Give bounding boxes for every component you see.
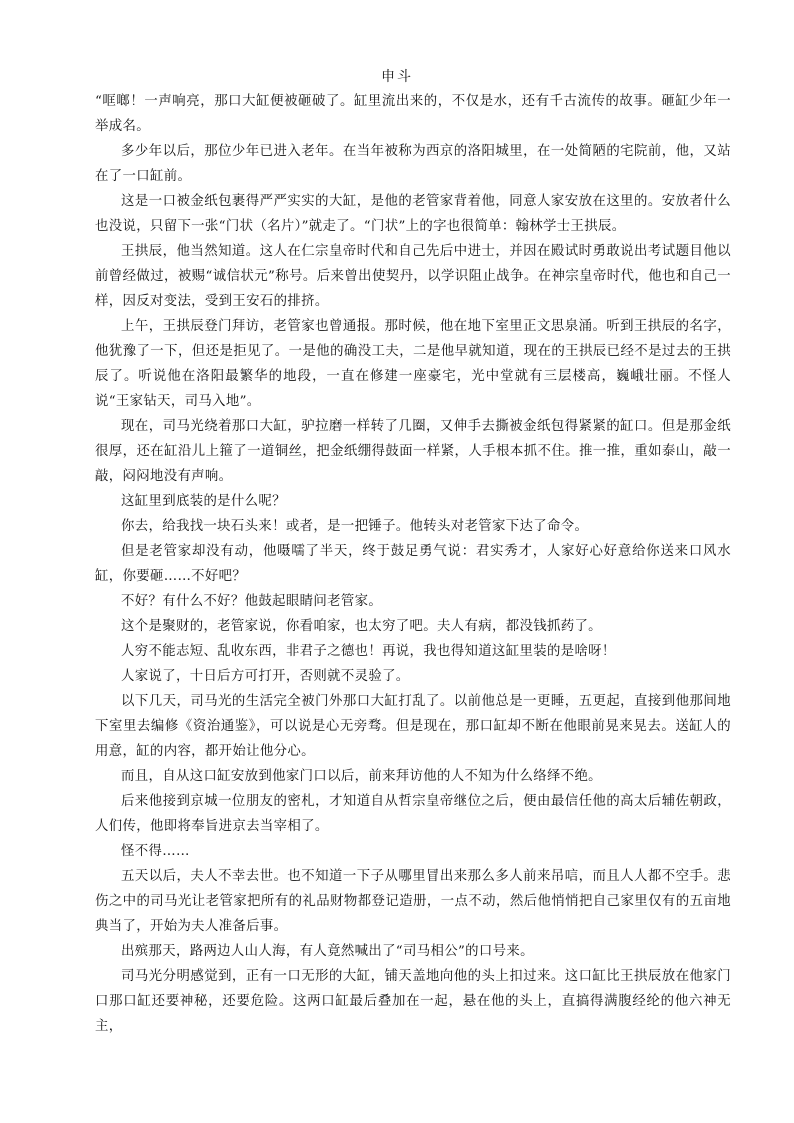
paragraph: 出殡那天，路两边人山人海，有人竟然喊出了“司马相公”的口号来。 <box>121 944 534 959</box>
paragraph: 人穷不能志短、乱收东西，非君子之德也！再说，我也得知道这缸里装的是啥呀！ <box>121 644 616 659</box>
paragraph: 这个是聚财的，老管家说，你看咱家，也太穷了吧。夫人有病，都没钱抓药了。 <box>121 619 602 634</box>
article-body <box>95 89 731 1039</box>
paragraph: 这是一口被金纸包裹得严严实实的大缸，是他的老管家背着他，同意人家安放在这里的。安放者什么也没说，只留下一张“门状（名片）”就走了。“门状”上的字也很简单：翰林学士王拱辰。 <box>95 194 731 234</box>
article-title: 申斗 <box>381 69 413 85</box>
paragraph: 后来他接到京城一位朋友的密札，才知道自从哲宗皇帝继位之后，便由最信任他的高太后辅佐朝政，人们传，他即将奉旨进京去当宰相了。 <box>95 794 731 834</box>
paragraph: 不好？有什么不好？他鼓起眼睛问老管家。 <box>121 594 383 609</box>
paragraph: 你去，给我找一块石头来！或者，是一把锤子。他转头对老管家下达了命令。 <box>121 519 589 534</box>
paragraph: 这缸里到底装的是什么呢？ <box>121 494 286 509</box>
paragraph: 王拱辰，他当然知道。这人在仁宗皇帝时代和自己先后中进士，并因在殿试时勇敢说出考试题目他以前曾经做过，被赐“诚信状元”称号。后来曾出使契丹，以学识阻止战争。在神宗皇帝时代，他也和自己一样，因反对变法，受到王安石的排挤。 <box>95 244 731 309</box>
paragraph: “哐啷！一声响亮，那口大缸便被砸破了。缸里流出来的，不仅是水，还有千古流传的故事。砸缸少年一举成名。 <box>95 94 731 134</box>
paragraph: 五天以后，夫人不幸去世。也不知道一下子从哪里冒出来那么多人前来吊唁，而且人人都不空手。悲伤之中的司马光让老管家把所有的礼品财物都登记造册，一点不动，然后他悄悄把自己家里仅有的五亩地典当了，开始为夫人准备后事。 <box>95 869 731 934</box>
paragraph: 以下几天，司马光的生活完全被门外那口大缸打乱了。以前他总是一更睡，五更起，直接到他那间地下室里去编修《资治通鉴》，可以说是心无旁骛。但是现在，那口缸却不断在他眼前晃来晃去。送缸人的用意，缸的内容，都开始让他分心。 <box>95 694 731 759</box>
paragraph: 而且，自从这口缸安放到他家门口以后，前来拜访他的人不知为什么络绎不绝。 <box>121 769 602 784</box>
paragraph: 多少年以后，那位少年已进入老年。在当年被称为西京的洛阳城里，在一处简陋的宅院前，他，又站在了一口缸前。 <box>95 144 731 184</box>
paragraph: 上午，王拱辰登门拜访，老管家也曾通报。那时候，他在地下室里正文思泉涌。听到王拱辰的名字，他犹豫了一下，但还是拒见了。一是他的确没工夫，二是他早就知道，现在的王拱辰已经不是过去的王拱辰了。听说他在洛阳最繁华的地段，一直在修建一座豪宅，光中堂就有三层楼高，巍峨壮丽。不怪人说“王家钻天，司马入地”。 <box>95 319 731 409</box>
paragraph: 怪不得…… <box>121 844 190 859</box>
paragraph: 现在，司马光绕着那口大缸，驴拉磨一样转了几圈，又伸手去撕被金纸包得紧紧的缸口。但是那金纸很厚，还在缸沿儿上箍了一道铜丝，把金纸绷得鼓面一样紧，人手根本抓不住。推一推，重如泰山，敲一敲，闷闷地没有声响。 <box>95 419 731 484</box>
paragraph: 司马光分明感觉到，正有一口无形的大缸，铺天盖地向他的头上扣过来。这口缸比王拱辰放在他家门口那口缸还要神秘，还要危险。这两口缸最后叠加在一起，悬在他的头上，直搞得满腹经纶的他六神无主， <box>95 969 731 1034</box>
paragraph: 人家说了，十日后方可打开，否则就不灵验了。 <box>121 669 410 684</box>
paragraph: 但是老管家却没有动，他嗫嚅了半天，终于鼓足勇气说：君实秀才，人家好心好意给你送来口风水缸，你要砸……不好吧？ <box>95 544 731 584</box>
